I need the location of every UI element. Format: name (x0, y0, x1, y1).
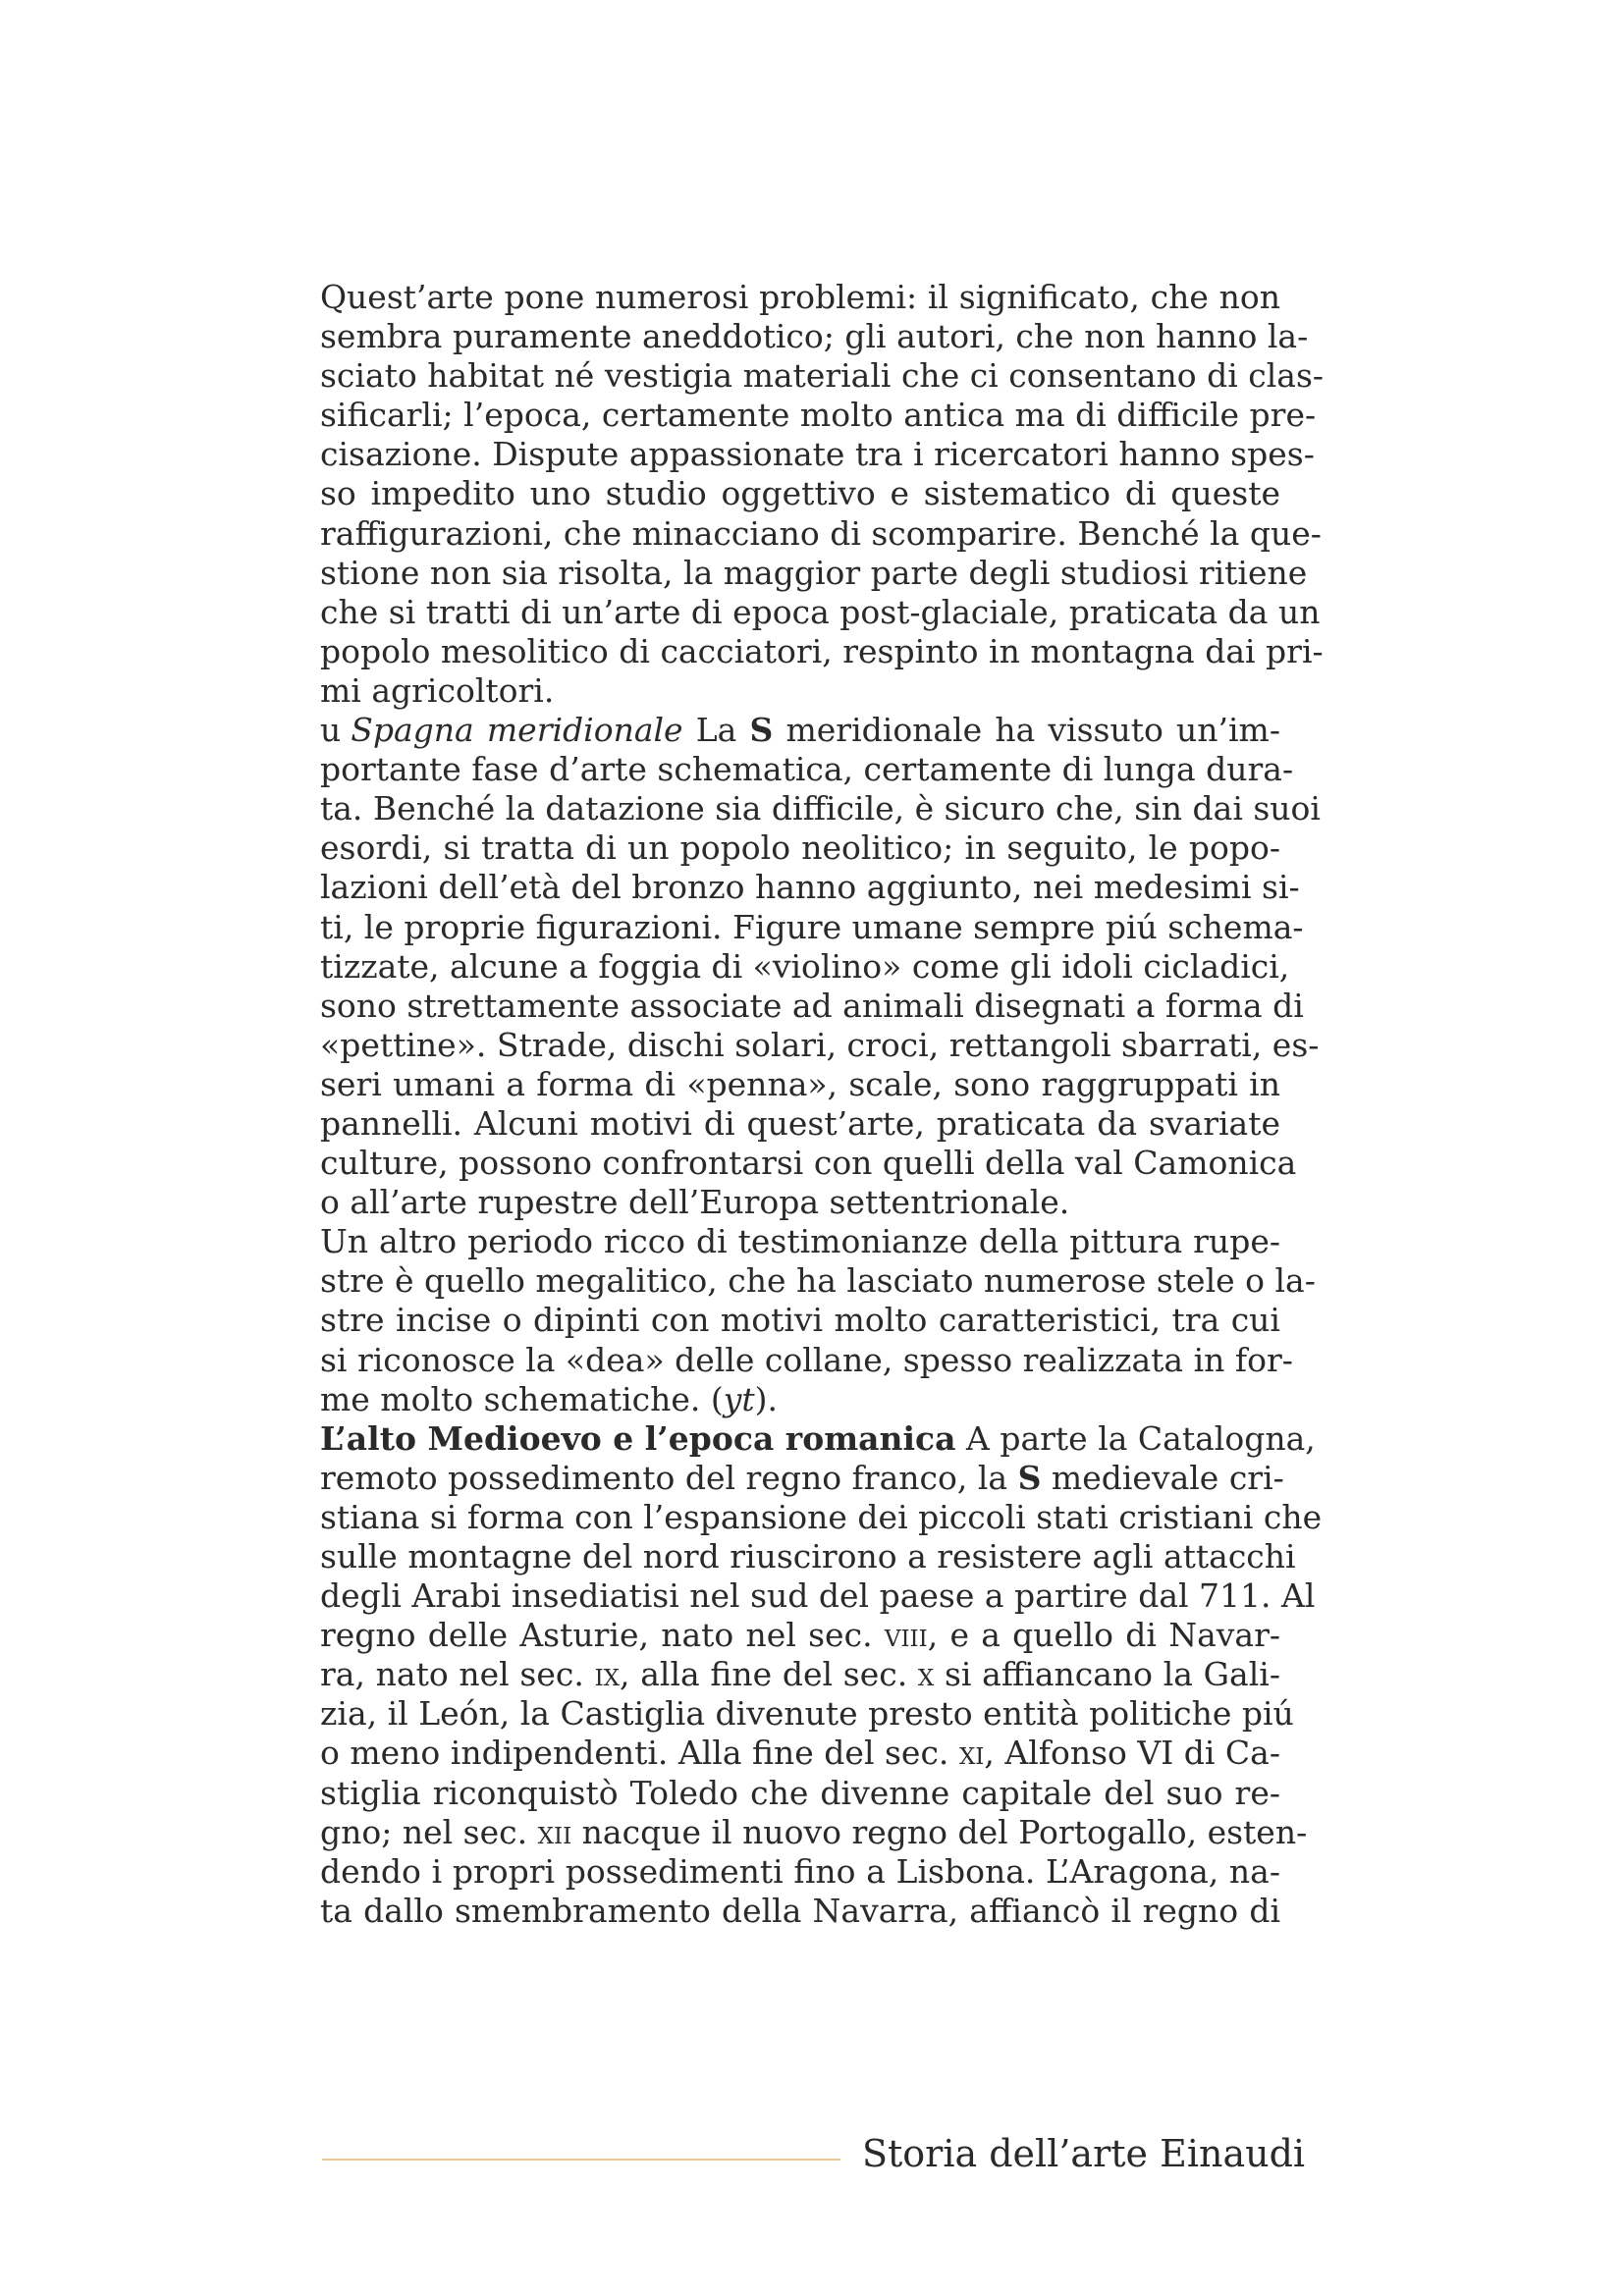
text-line: stiana si forma con l’espansione dei piccoli stati cristiani che (320, 1497, 1323, 1536)
text-line: stiglia riconquistò Toledo che divenne capitale del suo re- (320, 1773, 1280, 1812)
section-marker: u (320, 711, 342, 750)
body-text (320, 278, 1325, 1931)
text-line: o meno indipendenti. Alla fine del sec. xi, Alfonso VI di Ca- (320, 1734, 1281, 1773)
text-line: popolo mesolitico di cacciatori, respinto in montagna dai pri- (320, 631, 1324, 670)
section-heading-medioevo: L’alto Medioevo e l’epoca romanica (320, 1418, 956, 1458)
text-line: culture, possono confrontarsi con quelli della val Camonica (320, 1144, 1297, 1183)
text-line: o all’arte rupestre dell’Europa settentrionale. (320, 1183, 1070, 1222)
text-line: raffigurazioni, che minacciano di scomparire. Benché la que- (320, 513, 1322, 553)
text-line: si riconosce la «dea» delle collane, spesso realizzata in for- (320, 1340, 1293, 1379)
text-line: portante fase d’arte schematica, certamente di lunga dura- (320, 750, 1294, 789)
text-line: sificarli; l’epoca, certamente molto antica ma di difficile pre- (320, 396, 1317, 435)
text-line: che si tratti di un’arte di epoca post-glaciale, praticata da un (320, 592, 1321, 631)
section-heading-spagna: Spagna meridionale (351, 711, 683, 750)
century-numeral: xi (958, 1734, 985, 1773)
section-medioevo-first-line: L’alto Medioevo e l’epoca romanica A parte la Catalogna, (320, 1418, 1316, 1458)
text-line: sembra puramente aneddotico; gli autori, che non hanno la- (320, 317, 1309, 356)
section-spagna-first-line: u Spagna meridionale La S meridionale ha vissuto un’im- (320, 711, 1280, 750)
text-line: stre incise o dipinti con motivi molto caratteristici, tra cui (320, 1301, 1280, 1340)
century-numeral: viii (884, 1616, 928, 1655)
text-line: zia, il León, la Castiglia divenute presto entità politiche piú (320, 1694, 1294, 1734)
text-line: remoto possedimento del regno franco, la S medievale cri- (320, 1458, 1284, 1497)
text-line: tizzate, alcune a foggia di «violino» come gli idoli cicladici, (320, 946, 1290, 986)
text-line: Quest’arte pone numerosi problemi: il significato, che non (320, 278, 1280, 316)
s-abbreviation: S (749, 711, 774, 750)
text-line: seri umani a forma di «penna», scale, sono raggruppati in (320, 1064, 1280, 1103)
text-line: so impedito uno studio oggettivo e sistematico di queste (320, 474, 1280, 513)
text-line: ti, le proprie figurazioni. Figure umane sempre piú schema- (320, 907, 1304, 946)
text-line: pannelli. Alcuni motivi di quest’arte, praticata da svariate (320, 1103, 1280, 1143)
footer-rule (322, 2159, 840, 2161)
century-numeral: ix (594, 1655, 621, 1694)
text-line: dendo i propri possedimenti fino a Lisbona. L’Aragona, na- (320, 1851, 1280, 1891)
text-line: esordi, si tratta di un popolo neolitico; in seguito, le popo- (320, 828, 1280, 868)
text-line: gno; nel sec. xii nacque il nuovo regno del Portogallo, esten- (320, 1812, 1308, 1851)
text-line: ta. Benché la datazione sia difficile, è sicuro che, sin dai suoi (320, 789, 1321, 828)
text-line: ta dallo smembramento della Navarra, affiancò il regno di (320, 1891, 1280, 1930)
century-numeral: x (917, 1655, 935, 1694)
text-line: stre è quello megalitico, che ha lasciato numerose stele o la- (320, 1261, 1316, 1301)
text-line: sulle montagne del nord riuscirono a resistere agli attacchi (320, 1537, 1296, 1575)
text-line: Un altro periodo ricco di testimonianze della pittura rupe- (320, 1222, 1280, 1261)
text-line: cisazione. Dispute appassionate tra i ricercatori hanno spes- (320, 435, 1315, 474)
text-line: ra, nato nel sec. ix, alla fine del sec. x si affiancano la Gali- (320, 1655, 1280, 1694)
text-line: mi agricoltori. (320, 670, 555, 710)
text-line: regno delle Asturie, nato nel sec. viii, e a quello di Navar- (320, 1616, 1281, 1655)
text-line: «pettine». Strade, dischi solari, croci, rettangoli sbarrati, es- (320, 1025, 1320, 1064)
text-line: sono strettamente associate ad animali disegnati a forma di (320, 986, 1304, 1025)
footer-title: Storia dell’arte Einaudi (862, 2132, 1306, 2175)
text-line: lazioni dell’età del bronzo hanno aggiunto, nei medesimi si- (320, 868, 1300, 907)
century-numeral: xii (537, 1812, 572, 1851)
text-line: me molto schematiche. (yt). (320, 1379, 779, 1418)
author-initials: yt (723, 1379, 755, 1418)
text-line: stione non sia risolta, la maggior parte degli studiosi ritiene (320, 553, 1308, 592)
text-line: sciato habitat né vestigia materiali che ci consentano di clas- (320, 356, 1325, 396)
text-line: degli Arabi insediatisi nel sud del paese a partire dal 711. Al (320, 1576, 1316, 1616)
s-abbreviation: S (1017, 1458, 1042, 1497)
